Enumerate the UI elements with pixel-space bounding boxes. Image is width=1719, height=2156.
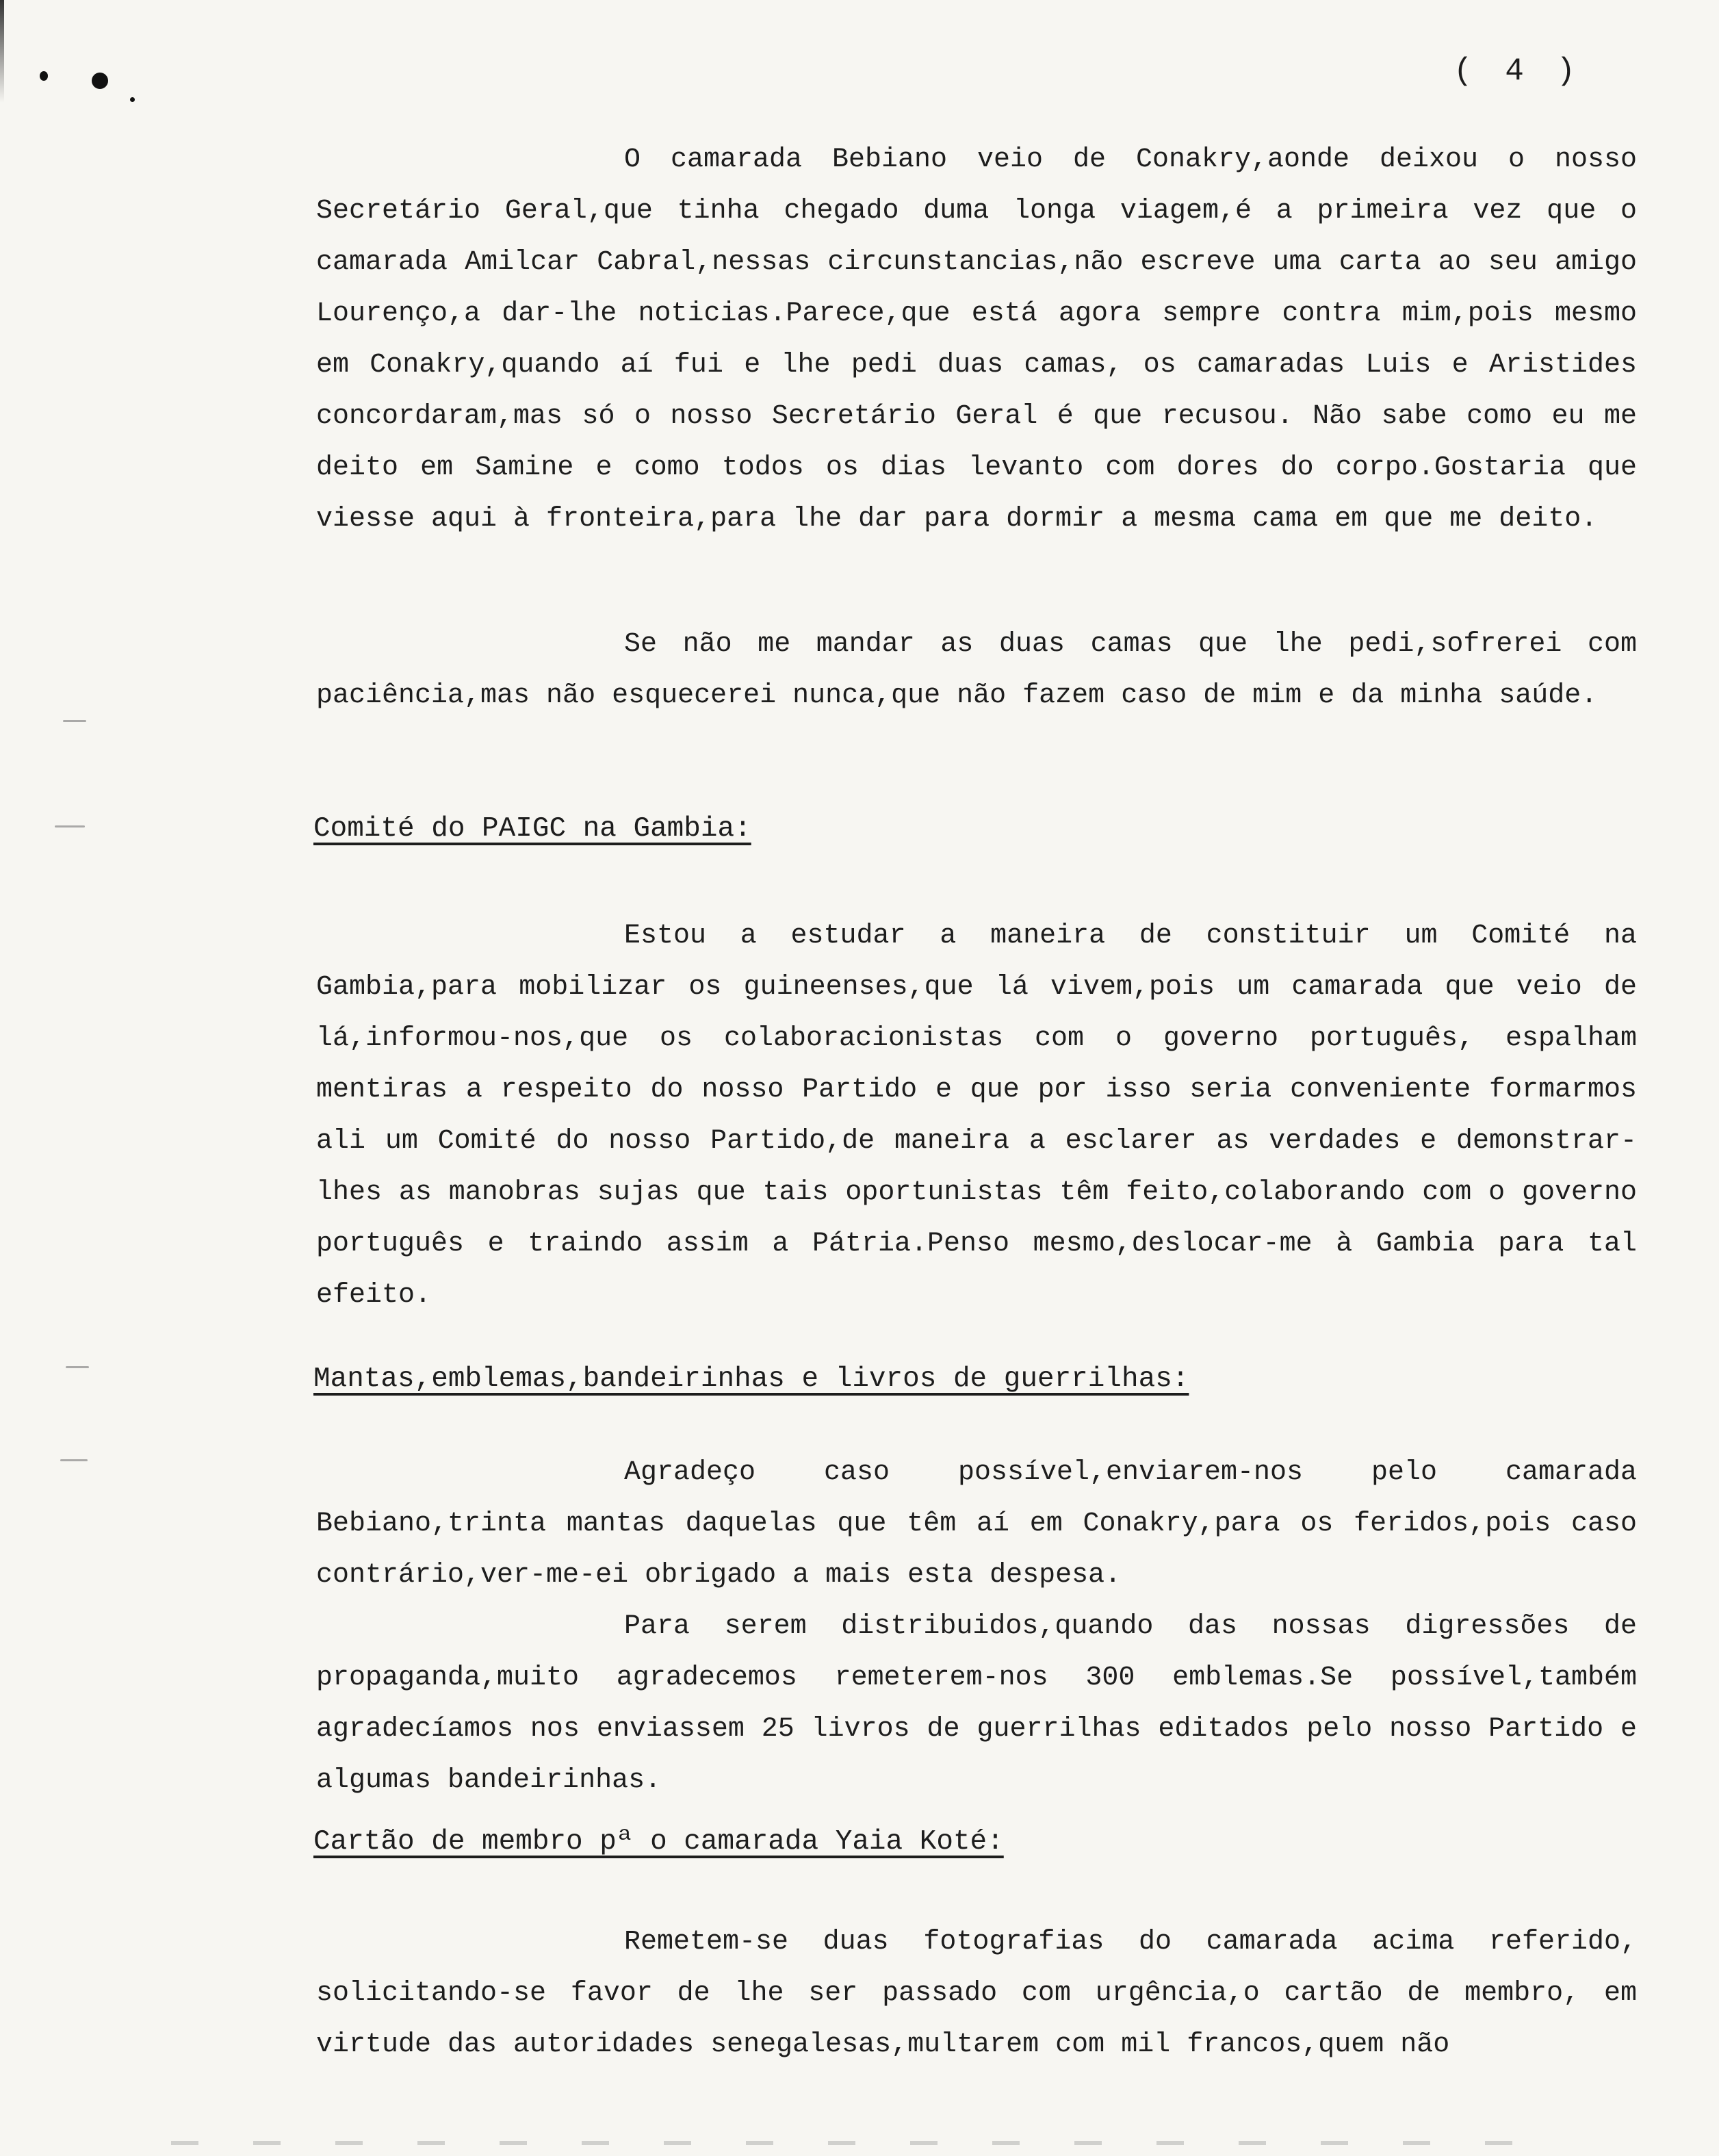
- heading-mantas-emblemas: Mantas,emblemas,bandeirinhas e livros de guerrilhas:: [313, 1363, 1189, 1395]
- scan-artifact: [55, 825, 85, 827]
- paragraph-bebiano: O camarada Bebiano veio de Conakry,aonde deixou o nosso Secretário Geral,que tinha chegado duma longa viagem,é a primeira vez que o camarada Amilcar Cabral,nessas circunstancias,não escreve uma carta ao seu amigo Lourenço,a dar-lhe noticias.Parece,que está agora sempre contra mim,pois mesmo em Conakry,quando aí fui e lhe pedi duas camas, os camaradas Luis e Aristides concordaram,mas só o nosso Secretário Geral é que recusou. Não sabe como eu me deito em Samine e como todos os dias levanto com dores do corpo.Gostaria que viesse aqui à fronteira,para lhe dar para dormir a mesma cama em que me deito.: [316, 144, 1637, 535]
- paragraph-comite: Estou a estudar a maneira de constituir um Comité na Gambia,para mobilizar os guineenses,que lá vivem,pois um camarada que veio de lá,informou-nos,que os colaboracionistas com o governo português, espalham mentiras a respeito do nosso Partido e que por isso seria conveniente formarmos ali um Comité do nosso Partido,de maneira a esclarer as verdades e demonstrar-lhes as manobras sujas que tais oportunistas têm feito,colaborando com o governo português e traindo assim a Pátria.Penso mesmo,deslocar-me à Gambia para tal efeito.: [316, 921, 1637, 1311]
- scan-artifact: [66, 1366, 89, 1368]
- heading-cartao-membro: Cartão de membro pª o camarada Yaia Koté:: [313, 1826, 1004, 1858]
- page-edge-shadow: [0, 0, 4, 103]
- scan-artifact: [60, 1459, 88, 1461]
- paragraph-emblemas: Para serem distribuidos,quando das nossas digressões de propaganda,muito agradecemos remeterem-nos 300 emblemas.Se possível,também agradecíamos nos enviassem 25 livros de guerrilhas editados pelo nosso Partido e algumas bandeirinhas.: [316, 1611, 1637, 1796]
- punch-mark: [130, 97, 135, 102]
- paragraph-cartao: Remetem-se duas fotografias do camarada acima referido, solicitando-se favor de lhe ser passado com urgência,o cartão de membro, em virtude das autoridades senegalesas,multarem com mil francos,quem não: [316, 1927, 1637, 2060]
- page-number: ( 4 ): [1453, 53, 1583, 89]
- punch-mark: [40, 71, 48, 81]
- paragraph-mantas: Agradeço caso possível,enviarem-nos pelo camarada Bebiano,trinta mantas daquelas que têm aí em Conakry,para os feridos,pois caso contrário,ver-me-ei obrigado a mais esta despesa.: [316, 1457, 1637, 1591]
- heading-comite-gambia: Comité do PAIGC na Gambia:: [313, 813, 751, 845]
- punch-mark: [92, 73, 108, 89]
- scan-artifact: [63, 720, 86, 722]
- scan-artifact: [171, 2141, 1540, 2145]
- paragraph-camas: Se não me mandar as duas camas que lhe pedi,sofrerei com paciência,mas não esquecerei nunca,que não fazem caso de mim e da minha saúde.: [316, 629, 1637, 711]
